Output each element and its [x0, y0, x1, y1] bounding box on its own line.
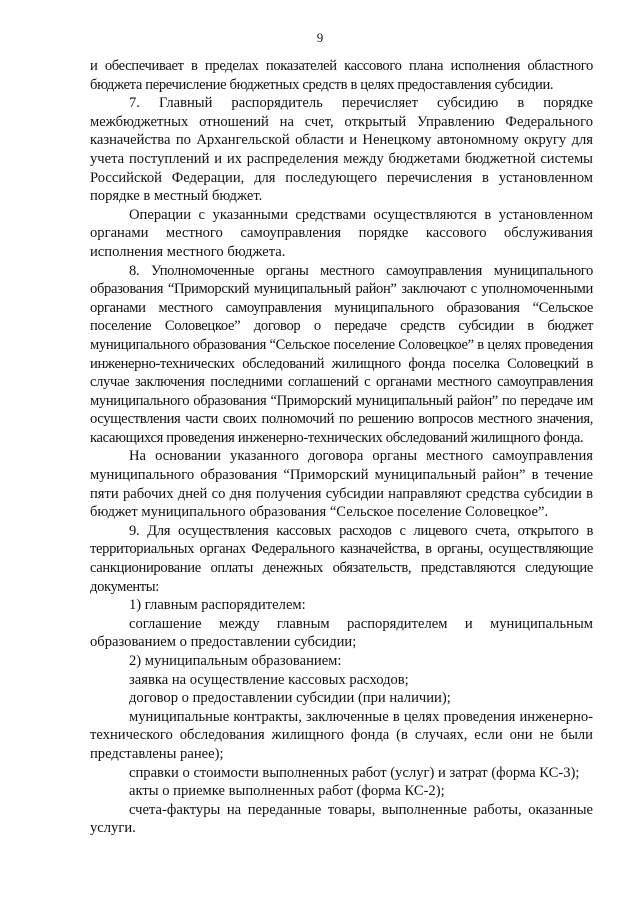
document-body: [90, 57, 593, 838]
list-item-2-doc-5: акты о приемке выполненных работ (форма КС-2);: [129, 783, 445, 800]
list-item-2: 2) муниципальным образованием:: [129, 653, 342, 669]
paragraph-4: 8. Уполномоченные органы местного самоуправления муниципального образования “Приморский муниципальный район” заключают с уполномоченными органами местного самоуправления муниципального образования “Сельское поселение Соловецкое” договор о передаче средств субсидии в бюджет муниципального образования “Сельское поселение Соловецкое” в целях проведения инженерно-технических обследований жилищного фонда поселка Соловецкий в случае заключения последними соглашений с органами местного самоуправления муниципального образования “Приморский муниципальный район” по передаче им осуществления части своих полномочий по решению вопросов местного значения, касающихся проведения инженерно-технических обследований жилищного фонда.: [90, 262, 593, 446]
list-item-1-doc: соглашение между главным распорядителем и муниципальным образованием о предоставлении субсидии;: [90, 615, 593, 651]
paragraph-1: и обеспечивает в пределах показателей кассового плана исполнения областного бюджета перечисление бюджетных средств в целях предоставления субсидии.: [90, 58, 593, 93]
list-item-2-doc-1: заявка на осуществление кассовых расходов;: [129, 671, 409, 688]
paragraph-3: Операции с указанными средствами осуществляются в установленном органами местного самоуправления порядке кассового обслуживания исполнения местного бюджета.: [90, 206, 593, 260]
list-item-2-doc-4: справки о стоимости выполненных работ (услуг) и затрат (форма КС-3);: [129, 764, 580, 781]
list-item-2-doc-6: счета-фактуры на переданные товары, выполненные работы, оказанные услуги.: [90, 801, 593, 837]
list-item-1: 1) главным распорядителем:: [129, 597, 306, 614]
paragraph-6: 9. Для осуществления кассовых расходов с лицевого счета, открытого в территориальных органах Федерального казначейства, в органы, осуществляющие санкционирование оплаты денежных обязательств, представляются следующие документы:: [90, 522, 593, 595]
paragraph-5: На основании указанного договора органы местного самоуправления муниципального образования “Приморский муниципальный район” в течение пяти рабочих дней со дня получения субсидии направляют средства субсидии в бюджет муниципального образования “Сельское поселение Соловецкое”.: [90, 448, 593, 521]
list-item-2-doc-2: договор о предоставлении субсидии (при наличии);: [129, 690, 451, 707]
list-item-2-doc-3: муниципальные контракты, заключенные в целях проведения инженерно-технического обследования жилищного фонда (в случаях, если они не были представлены ранее);: [90, 708, 593, 762]
page-number: 9: [316, 30, 324, 45]
paragraph-2: 7. Главный распорядитель перечисляет субсидию в порядке межбюджетных отношений на счет, открытый Управлению Федерального казначейства по Архангельской области и Ненецкому автономному округу для учета поступлений и их распределения между бюджетами бюджетной системы Российской Федерации, для последующего перечисления в установленном порядке в местный бюджет.: [90, 95, 593, 205]
